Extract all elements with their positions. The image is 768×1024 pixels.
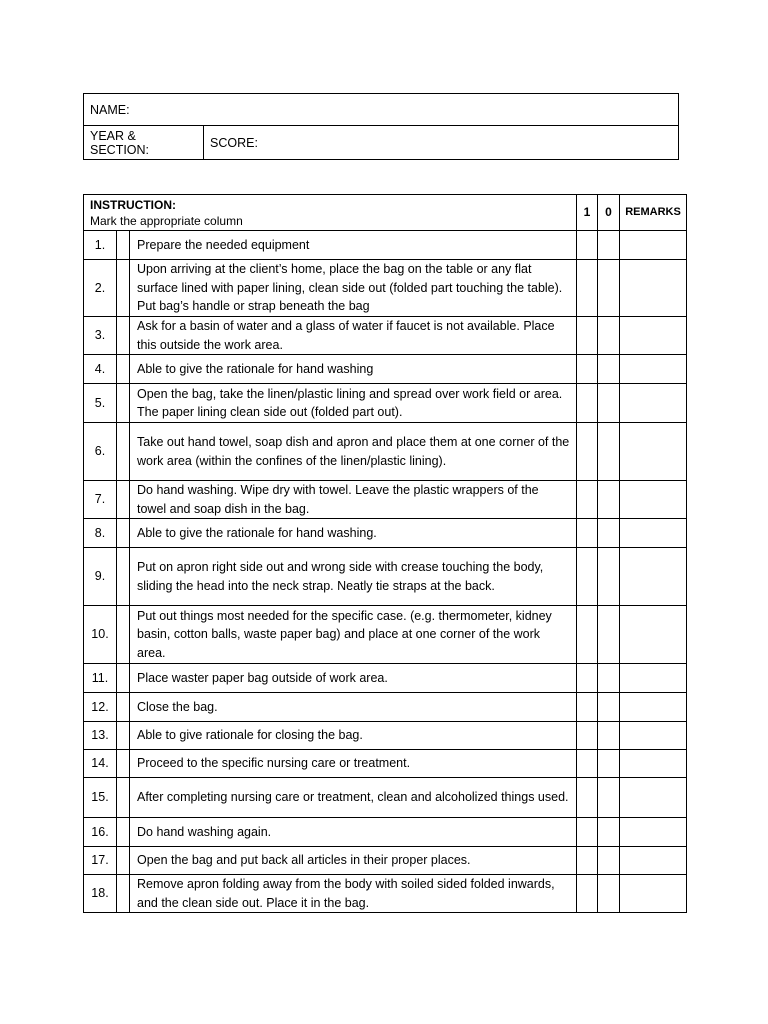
- score-zero-cell[interactable]: [598, 818, 620, 847]
- item-spacer-cell: [117, 384, 130, 423]
- item-description: Put on apron right side out and wrong side with crease touching the body, sliding the head into the neck strap. Neatly tie straps at the back.: [130, 548, 577, 606]
- score-one-cell[interactable]: [577, 778, 598, 818]
- instruction-title: INSTRUCTION:: [90, 197, 176, 212]
- item-spacer-cell: [117, 606, 130, 664]
- item-number: 13.: [84, 722, 117, 750]
- score-zero-cell[interactable]: [598, 519, 620, 548]
- item-spacer-cell: [117, 519, 130, 548]
- item-spacer-cell: [117, 875, 130, 913]
- score-zero-cell[interactable]: [598, 664, 620, 693]
- score-label: SCORE:: [210, 135, 258, 150]
- item-description: Upon arriving at the client’s home, place the bag on the table or any flat surface lined with paper lining, clean side out (folded part touching the table). Put bag’s handle or strap beneath the bag: [130, 260, 577, 317]
- checklist-row: [84, 722, 687, 750]
- checklist-row: [84, 481, 687, 519]
- item-number: 10.: [84, 606, 117, 664]
- score-zero-cell[interactable]: [598, 260, 620, 317]
- item-description: Open the bag and put back all articles in their proper places.: [130, 847, 577, 875]
- remarks-cell[interactable]: [620, 693, 687, 722]
- column-header-one: 1: [577, 195, 598, 231]
- student-info-table: [83, 93, 679, 160]
- remarks-cell[interactable]: [620, 519, 687, 548]
- checklist-row: [84, 317, 687, 355]
- checklist-row: [84, 384, 687, 423]
- checklist-row: [84, 423, 687, 481]
- remarks-cell[interactable]: [620, 818, 687, 847]
- score-one-cell[interactable]: [577, 384, 598, 423]
- checklist-row: [84, 693, 687, 722]
- score-zero-cell[interactable]: [598, 778, 620, 818]
- score-one-cell[interactable]: [577, 693, 598, 722]
- score-one-cell[interactable]: [577, 875, 598, 913]
- score-one-cell[interactable]: [577, 260, 598, 317]
- remarks-cell[interactable]: [620, 847, 687, 875]
- year-section-field[interactable]: [84, 126, 204, 160]
- remarks-cell[interactable]: [620, 317, 687, 355]
- item-description: Able to give rationale for closing the bag.: [130, 722, 577, 750]
- item-number: 5.: [84, 384, 117, 423]
- score-zero-cell[interactable]: [598, 317, 620, 355]
- score-zero-cell[interactable]: [598, 722, 620, 750]
- checklist-row: [84, 818, 687, 847]
- remarks-cell[interactable]: [620, 664, 687, 693]
- item-number: 1.: [84, 231, 117, 260]
- score-one-cell[interactable]: [577, 664, 598, 693]
- remarks-cell[interactable]: [620, 778, 687, 818]
- item-spacer-cell: [117, 693, 130, 722]
- checklist-row: [84, 664, 687, 693]
- score-zero-cell[interactable]: [598, 693, 620, 722]
- item-description: Put out things most needed for the specific case. (e.g. thermometer, kidney basin, cotton balls, waste paper bag) and place at one corner of the work area.: [130, 606, 577, 664]
- item-spacer-cell: [117, 818, 130, 847]
- item-spacer-cell: [117, 231, 130, 260]
- score-one-cell[interactable]: [577, 818, 598, 847]
- item-description: Close the bag.: [130, 693, 577, 722]
- year-section-label: YEAR & SECTION:: [90, 128, 150, 157]
- item-description: Take out hand towel, soap dish and apron and place them at one corner of the work area (within the confines of the linen/plastic lining).: [130, 423, 577, 481]
- score-one-cell[interactable]: [577, 317, 598, 355]
- item-number: 18.: [84, 875, 117, 913]
- score-one-cell[interactable]: [577, 519, 598, 548]
- remarks-cell[interactable]: [620, 481, 687, 519]
- item-number: 11.: [84, 664, 117, 693]
- score-zero-cell[interactable]: [598, 750, 620, 778]
- remarks-cell[interactable]: [620, 750, 687, 778]
- item-spacer-cell: [117, 548, 130, 606]
- score-zero-cell[interactable]: [598, 606, 620, 664]
- item-number: 8.: [84, 519, 117, 548]
- score-zero-cell[interactable]: [598, 355, 620, 384]
- item-spacer-cell: [117, 423, 130, 481]
- item-spacer-cell: [117, 260, 130, 317]
- item-number: 14.: [84, 750, 117, 778]
- item-number: 17.: [84, 847, 117, 875]
- item-spacer-cell: [117, 778, 130, 818]
- checklist-row: [84, 260, 687, 317]
- name-label: NAME:: [90, 102, 130, 117]
- score-field[interactable]: [204, 126, 679, 160]
- item-spacer-cell: [117, 317, 130, 355]
- checklist-row: [84, 231, 687, 260]
- instruction-cell: [84, 195, 577, 231]
- checklist-row: [84, 847, 687, 875]
- item-description: Open the bag, take the linen/plastic lining and spread over work field or area. The paper lining clean side out (folded part out).: [130, 384, 577, 423]
- item-spacer-cell: [117, 355, 130, 384]
- score-zero-cell[interactable]: [598, 423, 620, 481]
- item-spacer-cell: [117, 847, 130, 875]
- checklist-row: [84, 875, 687, 913]
- item-description: Able to give the rationale for hand washing.: [130, 519, 577, 548]
- score-one-cell[interactable]: [577, 231, 598, 260]
- remarks-cell[interactable]: [620, 423, 687, 481]
- item-description: Prepare the needed equipment: [130, 231, 577, 260]
- score-one-cell[interactable]: [577, 548, 598, 606]
- item-description: Proceed to the specific nursing care or treatment.: [130, 750, 577, 778]
- checklist-row: [84, 548, 687, 606]
- score-one-cell[interactable]: [577, 606, 598, 664]
- item-description: Do hand washing again.: [130, 818, 577, 847]
- instruction-text: Mark the appropriate column: [90, 213, 243, 228]
- item-description: Place waster paper bag outside of work area.: [130, 664, 577, 693]
- item-number: 4.: [84, 355, 117, 384]
- checklist-row: [84, 750, 687, 778]
- item-number: 2.: [84, 260, 117, 317]
- checklist-header-row: [84, 195, 687, 231]
- score-one-cell[interactable]: [577, 847, 598, 875]
- column-header-zero: 0: [598, 195, 620, 231]
- score-zero-cell[interactable]: [598, 875, 620, 913]
- score-zero-cell[interactable]: [598, 231, 620, 260]
- item-number: 9.: [84, 548, 117, 606]
- checklist-row: [84, 355, 687, 384]
- checklist-row: [84, 778, 687, 818]
- remarks-cell[interactable]: [620, 548, 687, 606]
- score-zero-cell[interactable]: [598, 847, 620, 875]
- score-zero-cell[interactable]: [598, 384, 620, 423]
- item-description: Able to give the rationale for hand washing: [130, 355, 577, 384]
- score-zero-cell[interactable]: [598, 481, 620, 519]
- item-description: Do hand washing. Wipe dry with towel. Leave the plastic wrappers of the towel and soap dish in the bag.: [130, 481, 577, 519]
- score-zero-cell[interactable]: [598, 548, 620, 606]
- item-spacer-cell: [117, 481, 130, 519]
- score-one-cell[interactable]: [577, 423, 598, 481]
- remarks-cell[interactable]: [620, 260, 687, 317]
- item-description: Ask for a basin of water and a glass of water if faucet is not available. Place this outside the work area.: [130, 317, 577, 355]
- item-number: 3.: [84, 317, 117, 355]
- remarks-cell[interactable]: [620, 722, 687, 750]
- checklist-row: [84, 606, 687, 664]
- score-one-cell[interactable]: [577, 481, 598, 519]
- checklist-table: [83, 194, 687, 913]
- remarks-cell[interactable]: [620, 231, 687, 260]
- score-one-cell[interactable]: [577, 722, 598, 750]
- item-number: 12.: [84, 693, 117, 722]
- item-spacer-cell: [117, 664, 130, 693]
- remarks-cell[interactable]: [620, 606, 687, 664]
- name-field[interactable]: [84, 94, 679, 126]
- item-number: 15.: [84, 778, 117, 818]
- checklist-row: [84, 519, 687, 548]
- item-number: 6.: [84, 423, 117, 481]
- remarks-cell[interactable]: [620, 384, 687, 423]
- item-number: 7.: [84, 481, 117, 519]
- score-one-cell[interactable]: [577, 750, 598, 778]
- column-header-remarks: REMARKS: [620, 195, 687, 231]
- item-description: Remove apron folding away from the body with soiled sided folded inwards, and the clean side out. Place it in the bag.: [130, 875, 577, 913]
- remarks-cell[interactable]: [620, 875, 687, 913]
- score-one-cell[interactable]: [577, 355, 598, 384]
- item-description: After completing nursing care or treatment, clean and alcoholized things used.: [130, 778, 577, 818]
- item-spacer-cell: [117, 750, 130, 778]
- item-spacer-cell: [117, 722, 130, 750]
- remarks-cell[interactable]: [620, 355, 687, 384]
- item-number: 16.: [84, 818, 117, 847]
